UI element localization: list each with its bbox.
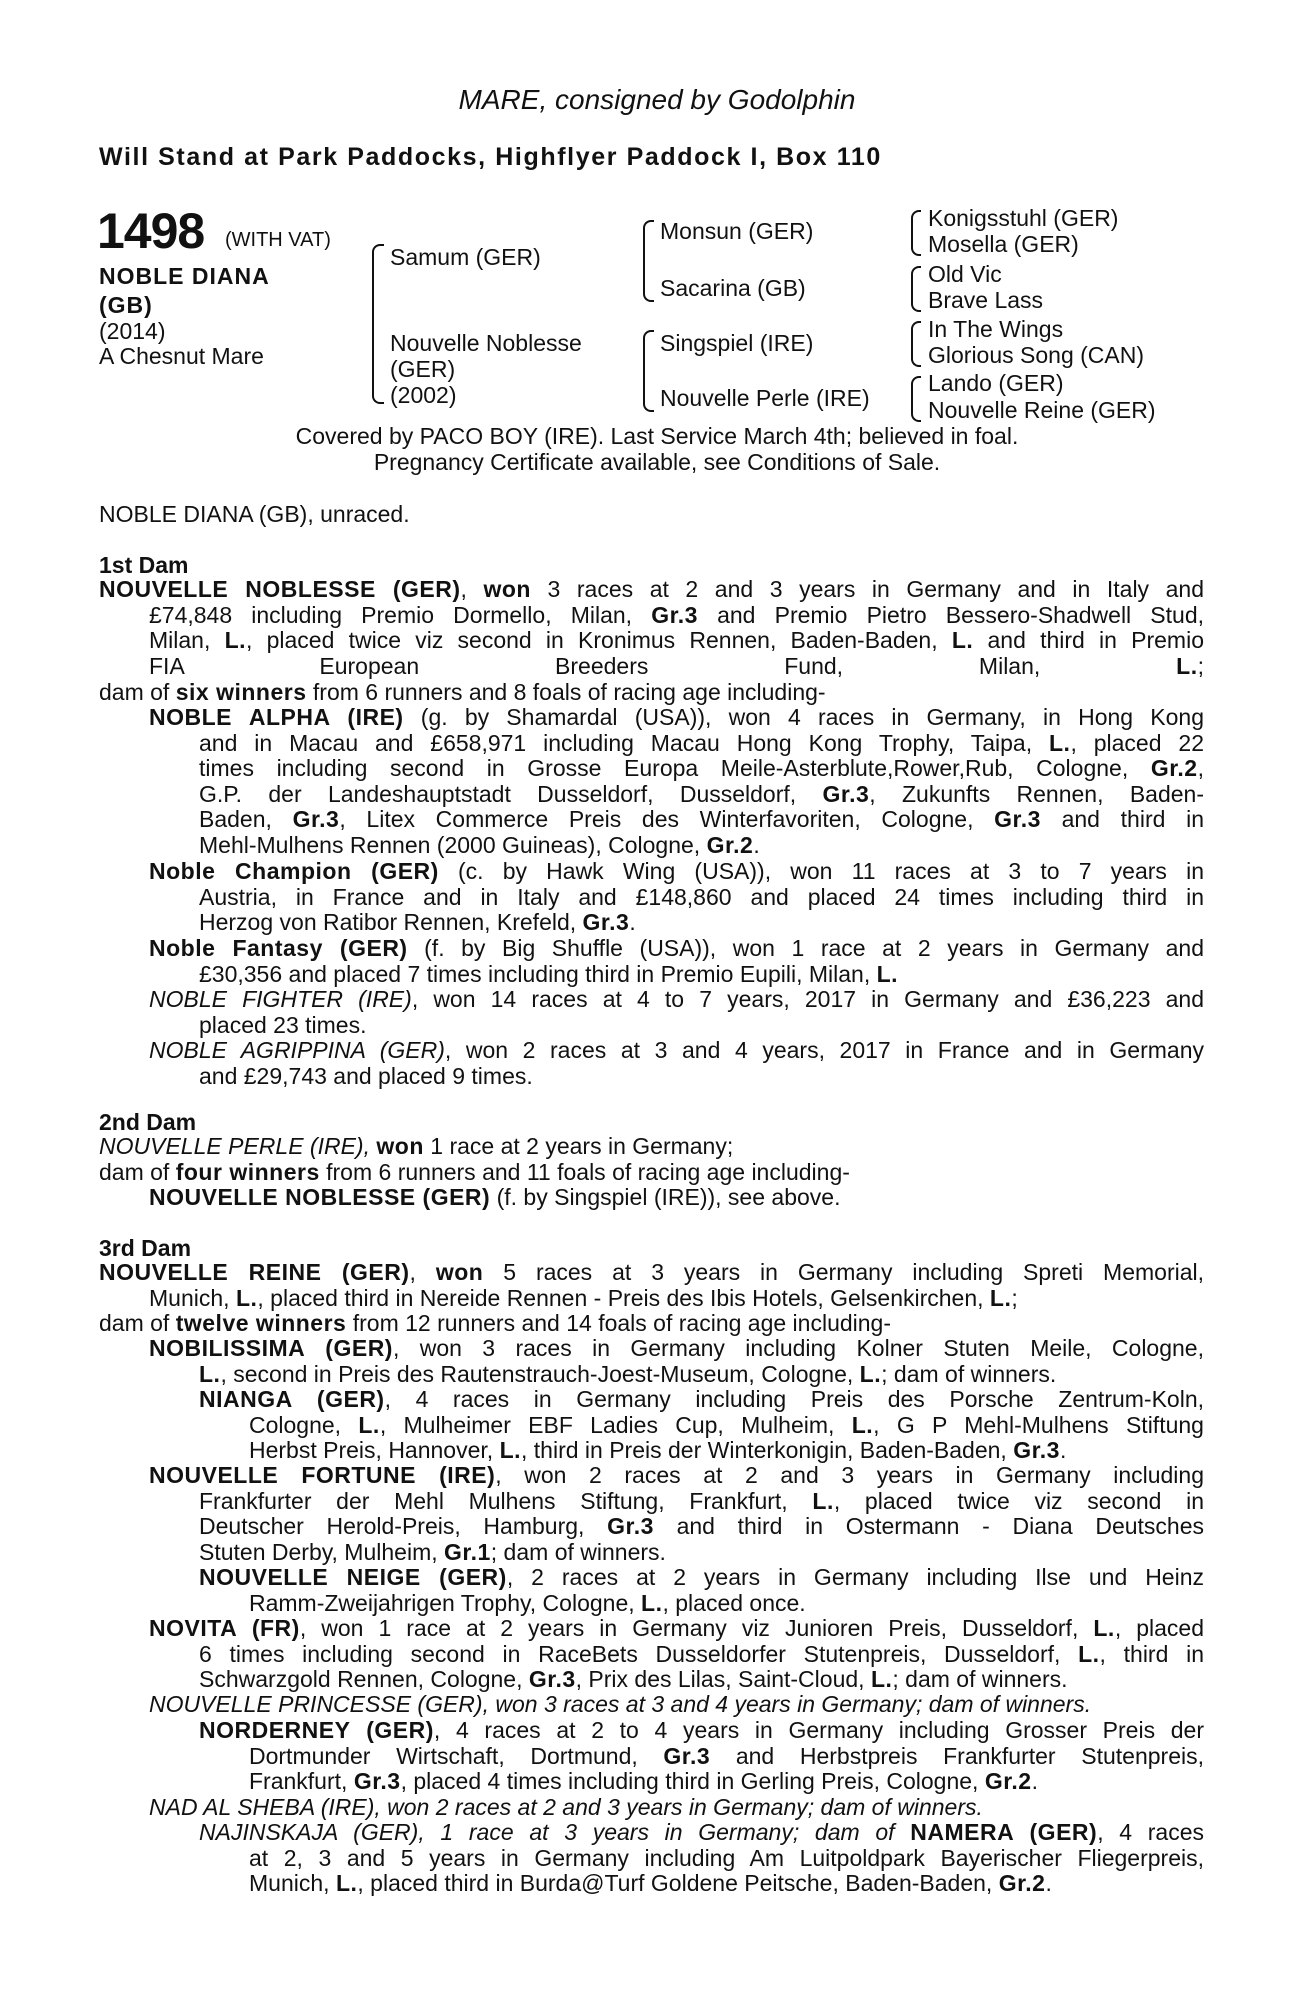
text-segment: 6 times including second in RaceBets Dusseldorfer Stutenpreis, Dusseldorf, xyxy=(199,1640,1079,1667)
text-segment: L. xyxy=(335,1870,358,1897)
text-segment: Baden, xyxy=(199,806,293,833)
text-segment: £30,356 and placed 7 times including third in Premio Eupili, Milan, xyxy=(199,960,877,987)
text-segment: NOUVELLE NOBLESSE (GER) xyxy=(149,1184,491,1210)
ped-sdd: Brave Lass xyxy=(928,287,1044,313)
text-segment: ; dam of winners. xyxy=(490,1538,666,1565)
stand-location: Will Stand at Park Paddocks, Highflyer Paddock I, Box 110 xyxy=(99,143,882,171)
third-dam-record xyxy=(99,1260,1204,1311)
consigned-by: MARE, consigned by Godolphin xyxy=(458,84,856,115)
text-line xyxy=(149,756,1204,782)
second-dam-heading: 2nd Dam xyxy=(99,1109,197,1135)
text-segment: , placed once. xyxy=(662,1589,806,1616)
text-line xyxy=(149,936,1204,962)
text-segment: Gr.3 xyxy=(528,1666,576,1693)
text-segment: , placed 22 xyxy=(1070,729,1205,756)
text-segment: NIANGA (GER) xyxy=(199,1386,385,1412)
text-segment: NOUVELLE PRINCESSE (GER) xyxy=(149,1691,483,1717)
ped-dam-dam: Nouvelle Perle (IRE) xyxy=(660,385,870,411)
text-segment: . xyxy=(1059,1437,1067,1464)
produce-nouvelle-fortune xyxy=(149,1463,1204,1565)
horse-description: A Chesnut Mare xyxy=(99,343,264,369)
text-segment: Frankfurter der Mehl Mulhens Stiftung, Frankfurt, xyxy=(199,1487,813,1514)
text-segment: 5 races at 3 years in Germany including Spreti Memorial, xyxy=(483,1259,1205,1285)
text-line xyxy=(149,1013,1204,1039)
text-segment: . xyxy=(753,831,760,858)
text-segment: NORDERNEY (GER) xyxy=(199,1717,434,1743)
text-segment: Gr.3 xyxy=(822,780,870,807)
ped-dds: Lando (GER) xyxy=(928,370,1064,396)
produce-nouvelle-princesse xyxy=(149,1692,1254,1718)
text-segment: NAJINSKAJA (GER) xyxy=(199,1819,419,1845)
produce-noble-champion xyxy=(149,859,1204,936)
text-segment: , won 2 races at 2 and 3 years in Germany including xyxy=(495,1462,1204,1488)
text-line xyxy=(149,1540,1204,1566)
text-line xyxy=(149,987,1204,1013)
text-segment: , G P Mehl-Mulhens Stiftung xyxy=(873,1411,1204,1438)
text-segment: won xyxy=(376,1133,424,1159)
text-segment: and third in Premio xyxy=(973,627,1204,654)
text-segment: L. xyxy=(1093,1615,1115,1641)
text-segment: , won 3 races in Germany including Kolner Stuten Meile, Cologne, xyxy=(392,1335,1204,1361)
text-segment: at 2, 3 and 5 years in Germany including Am Luitpoldpark Bayerischer Fliegerpreis, xyxy=(249,1844,1204,1871)
first-dam-record xyxy=(99,577,1204,679)
text-segment: L. xyxy=(951,627,974,654)
text-segment: Gr.2 xyxy=(998,1870,1046,1897)
text-segment: Noble Fantasy (GER) xyxy=(149,935,408,961)
text-segment: ; dam of winners. xyxy=(881,1360,1057,1387)
text-segment: NOBLE AGRIPPINA (GER) xyxy=(149,1037,445,1063)
text-segment: , Zukunfts Rennen, Baden- xyxy=(869,780,1204,807)
text-line xyxy=(199,1413,1204,1439)
text-line xyxy=(149,1336,1204,1362)
text-line xyxy=(199,1769,1204,1795)
ped-sds: Old Vic xyxy=(928,261,1002,287)
text-segment: Gr.3 xyxy=(663,1742,711,1769)
text-segment: Austria, in France and in Italy and £148,860 and placed 24 times including third in xyxy=(199,883,1204,910)
produce-nouvelle-neige xyxy=(199,1565,1204,1616)
horse-name-line1: NOBLE DIANA xyxy=(99,263,270,289)
text-segment: , placed xyxy=(1114,1615,1204,1641)
text-segment: Ramm-Zweijahrigen Trophy, Cologne, xyxy=(249,1589,642,1616)
text-segment: ; xyxy=(1197,652,1204,679)
text-line xyxy=(149,1642,1204,1668)
text-line xyxy=(199,1565,1204,1591)
text-segment: , won 2 races at 2 and 3 years in Germany; dam of winners. xyxy=(374,1794,983,1820)
text-line xyxy=(99,654,1204,680)
produce-nad-al-sheba xyxy=(149,1795,1254,1821)
text-segment: Dortmunder Wirtschaft, Dortmund, xyxy=(249,1742,664,1769)
text-segment: Gr.2 xyxy=(706,831,754,858)
text-segment: Gr.3 xyxy=(651,601,698,628)
text-segment: Milan, xyxy=(149,627,225,654)
horse-name xyxy=(99,262,270,320)
second-dam-produce-summary xyxy=(99,1160,1204,1186)
brace-gen3-2 xyxy=(911,266,921,312)
produce-nobilissima xyxy=(149,1336,1204,1387)
text-segment: dam of xyxy=(99,1310,176,1336)
text-segment: NOUVELLE REINE (GER) xyxy=(99,1259,410,1285)
text-segment: Frankfurt, xyxy=(249,1768,354,1795)
text-line xyxy=(99,603,1204,629)
text-segment: Deutscher Herold-Preis, Hamburg, xyxy=(199,1513,608,1540)
text-segment: , xyxy=(363,1133,377,1159)
text-segment: ; dam of winners. xyxy=(892,1666,1068,1693)
text-segment: FIA European Breeders Fund, Milan, xyxy=(149,652,1177,679)
text-segment: . xyxy=(1031,1768,1038,1795)
text-line xyxy=(199,1387,1204,1413)
text-segment: Stuten Derby, Mulheim, xyxy=(199,1538,445,1565)
text-line xyxy=(149,1616,1204,1642)
text-line xyxy=(199,1871,1204,1897)
text-segment: , 4 races xyxy=(1097,1819,1205,1845)
text-segment: , 4 races at 2 to 4 years in Germany including Grosser Preis der xyxy=(433,1717,1204,1743)
ped-ssd: Mosella (GER) xyxy=(928,231,1079,257)
ped-sire-dam: Sacarina (GB) xyxy=(660,275,806,301)
text-segment: L. xyxy=(199,1360,221,1387)
text-line xyxy=(199,1591,1204,1617)
text-segment: twelve winners xyxy=(175,1310,347,1336)
text-segment: G.P. der Landeshauptstadt Dusseldorf, Dusseldorf, xyxy=(199,780,823,807)
text-segment: £74,848 including Premio Dormello, Milan, xyxy=(149,601,652,628)
text-segment: times including second in Grosse Europa Meile-Asterblute,Rower,Rub, Cologne, xyxy=(199,755,1151,782)
text-line xyxy=(149,731,1204,757)
text-segment: NOUVELLE FORTUNE (IRE) xyxy=(149,1462,496,1488)
text-segment: , placed 4 times including third in Gerling Preis, Cologne, xyxy=(400,1768,985,1795)
text-line xyxy=(99,1311,1204,1337)
text-segment: L. xyxy=(812,1487,834,1514)
ped-sire-sire: Monsun (GER) xyxy=(660,218,814,244)
text-segment: and £29,743 and placed 9 times. xyxy=(199,1062,533,1089)
text-segment: NAD AL SHEBA (IRE) xyxy=(149,1794,375,1820)
brace-gen2-sire xyxy=(643,220,654,302)
brace-gen3-3 xyxy=(911,321,921,367)
text-segment: (f. by Singspiel (IRE)), see above. xyxy=(490,1184,841,1210)
text-segment: L. xyxy=(859,1360,882,1387)
text-line xyxy=(149,859,1204,885)
text-segment: , won 1 race at 2 years in Germany viz Junioren Preis, Dusseldorf, xyxy=(299,1615,1094,1641)
text-line xyxy=(199,1744,1204,1770)
text-segment: (c. by Hawk Wing (USA)), won 11 races at 3 to 7 years in xyxy=(438,858,1204,884)
text-segment: NOVITA (FR) xyxy=(149,1615,300,1641)
text-line xyxy=(99,1160,1204,1186)
text-segment: and Herbstpreis Frankfurter Stutenpreis, xyxy=(710,1742,1204,1769)
text-segment: and third in Ostermann - Diana Deutsches xyxy=(653,1513,1205,1540)
text-segment: . xyxy=(629,909,636,936)
text-segment: Gr.1 xyxy=(444,1538,491,1565)
ped-dam: Nouvelle Noblesse (GER) (2002) xyxy=(390,330,582,408)
text-segment: won xyxy=(435,1259,484,1285)
second-dam-record xyxy=(99,1134,1204,1160)
text-segment: Herzog von Ratibor Rennen, Krefeld, xyxy=(199,909,583,936)
text-segment: , placed third in Burda@Turf Goldene Peitsche, Baden-Baden, xyxy=(357,1870,999,1897)
third-dam-produce-summary xyxy=(99,1311,1204,1337)
race-record: NOBLE DIANA (GB), unraced. xyxy=(99,501,410,527)
text-segment: . xyxy=(1045,1870,1052,1897)
text-segment: , second in Preis des Rautenstrauch-Joest-Museum, Cologne, xyxy=(220,1360,860,1387)
text-segment: 3 races at 2 and 3 years in Germany and in Italy and xyxy=(530,576,1204,602)
text-segment: Gr.2 xyxy=(984,1768,1032,1795)
text-segment: NOBILISSIMA (GER) xyxy=(149,1335,393,1361)
text-segment: , placed third in Nereide Rennen - Preis des Ibis Hotels, Gelsenkirchen, xyxy=(257,1284,990,1311)
text-line xyxy=(99,628,1204,654)
produce-noble-agrippina xyxy=(149,1038,1204,1089)
text-segment: NAMERA (GER) xyxy=(910,1819,1098,1845)
text-line xyxy=(149,1667,1204,1693)
text-line xyxy=(149,1795,1254,1821)
text-line xyxy=(149,807,1204,833)
lot-number: 1498 xyxy=(97,203,205,259)
text-line xyxy=(149,910,1204,936)
text-line xyxy=(99,1134,1204,1160)
brace-gen3-4 xyxy=(911,376,921,422)
text-segment: 1 race at 2 years in Germany; xyxy=(423,1133,734,1159)
vat-note: (WITH VAT) xyxy=(225,229,331,251)
text-segment: L. xyxy=(641,1589,663,1616)
text-segment: L. xyxy=(235,1284,258,1311)
text-segment: Gr.2 xyxy=(1150,755,1198,782)
text-line xyxy=(199,1846,1204,1872)
text-segment: Gr.3 xyxy=(353,1768,401,1795)
text-segment: NOBLE FIGHTER (IRE) xyxy=(149,986,412,1012)
text-line xyxy=(99,577,1204,603)
produce-noble-fighter xyxy=(149,987,1204,1038)
first-dam-produce-summary xyxy=(99,680,1204,706)
text-segment: Noble Champion (GER) xyxy=(149,858,439,884)
ped-sire: Samum (GER) xyxy=(390,244,541,270)
text-segment: NOBLE ALPHA (IRE) xyxy=(149,704,404,730)
text-line xyxy=(149,1514,1204,1540)
ped-sss: Konigsstuhl (GER) xyxy=(928,205,1119,231)
text-segment: , xyxy=(409,1259,436,1285)
text-segment: Gr.3 xyxy=(582,909,630,936)
text-segment: and Premio Pietro Bessero-Shadwell Stud, xyxy=(697,601,1204,628)
text-segment: Gr.3 xyxy=(292,806,340,833)
text-segment: Mehl-Mulhens Rennen (2000 Guineas), Cologne, xyxy=(199,831,707,858)
text-line xyxy=(149,705,1204,731)
text-segment: L. xyxy=(499,1437,522,1464)
pregnancy-note: Pregnancy Certificate available, see Conditions of Sale. xyxy=(373,449,941,475)
text-segment: Herbst Preis, Hannover, xyxy=(249,1437,500,1464)
text-segment: NOUVELLE NEIGE (GER) xyxy=(199,1564,507,1590)
text-line xyxy=(99,1260,1204,1286)
text-segment: , Mulheimer EBF Ladies Cup, Mulheim, xyxy=(379,1411,852,1438)
brace-gen1 xyxy=(372,244,384,404)
produce-noble-alpha xyxy=(149,705,1204,859)
text-segment: (f. by Big Shuffle (USA)), won 1 race at 2 years in Germany and xyxy=(407,935,1204,961)
text-line xyxy=(149,962,1204,988)
produce-nouvelle-noblesse xyxy=(149,1185,1254,1211)
text-segment: and third in xyxy=(1040,806,1204,833)
text-line xyxy=(199,1718,1204,1744)
foaling-year: (2014) xyxy=(99,318,166,344)
produce-nianga xyxy=(199,1387,1204,1464)
text-segment: L. xyxy=(989,1284,1012,1311)
horse-name-line2: (GB) xyxy=(99,292,153,318)
text-segment: L. xyxy=(851,1411,874,1438)
text-segment: Schwarzgold Rennen, Cologne, xyxy=(199,1666,529,1693)
text-line xyxy=(149,885,1204,911)
text-segment: , xyxy=(460,576,484,602)
text-segment: , placed twice viz second in xyxy=(833,1487,1204,1514)
text-segment: Gr.3 xyxy=(1013,1437,1060,1464)
first-dam-heading: 1st Dam xyxy=(99,552,189,578)
text-segment: , won 2 races at 3 and 4 years, 2017 in France and in Germany xyxy=(444,1037,1204,1063)
brace-gen3-1 xyxy=(911,210,921,256)
text-line xyxy=(199,1820,1204,1846)
text-segment: Munich, xyxy=(249,1870,336,1897)
text-line xyxy=(149,1692,1254,1718)
text-line xyxy=(149,1064,1204,1090)
text-segment: L. xyxy=(876,960,899,987)
text-segment: L. xyxy=(358,1411,380,1438)
text-segment: L. xyxy=(1176,652,1198,679)
produce-noble-fantasy xyxy=(149,936,1204,987)
text-segment: , Prix des Lilas, Saint-Cloud, xyxy=(575,1666,871,1693)
text-segment: won xyxy=(483,576,531,602)
text-segment: , 1 race at 3 years in Germany; dam of xyxy=(418,1819,911,1845)
text-segment: Munich, xyxy=(149,1284,236,1311)
covered-line: Covered by PACO BOY (IRE). Last Service March 4th; believed in foal. xyxy=(295,423,1019,449)
brace-gen2-dam xyxy=(643,330,654,412)
text-segment: placed 23 times. xyxy=(199,1011,367,1038)
text-line xyxy=(149,1489,1204,1515)
text-line xyxy=(99,1286,1204,1312)
text-line xyxy=(149,782,1204,808)
text-segment: , won 14 races at 4 to 7 years, 2017 in Germany and £36,223 and xyxy=(411,986,1204,1012)
text-line xyxy=(149,833,1204,859)
text-segment: Gr.3 xyxy=(607,1513,654,1540)
ped-ddd: Nouvelle Reine (GER) xyxy=(928,397,1156,423)
text-segment: (g. by Shamardal (USA)), won 4 races in Germany, in Hong Kong xyxy=(403,704,1204,730)
text-segment: L. xyxy=(1078,1640,1100,1667)
ped-dsd: Glorious Song (CAN) xyxy=(928,342,1145,368)
text-segment: ; xyxy=(1011,1284,1018,1311)
text-segment: from 12 runners and 14 foals of racing age including- xyxy=(346,1310,891,1336)
text-line xyxy=(149,1185,1254,1211)
text-segment: from 6 runners and 11 foals of racing age including- xyxy=(319,1159,850,1185)
text-line xyxy=(199,1438,1204,1464)
text-segment: , placed twice viz second in Kronimus Rennen, Baden-Baden, xyxy=(246,627,952,654)
text-segment: and in Macau and £658,971 including Macau Hong Kong Trophy, Taipa, xyxy=(199,729,1049,756)
text-segment: L. xyxy=(870,1666,893,1693)
text-segment: from 6 runners and 8 foals of racing age including- xyxy=(306,679,826,705)
text-segment: Cologne, xyxy=(249,1411,359,1438)
text-segment: six winners xyxy=(175,679,307,705)
text-segment: L. xyxy=(224,627,247,654)
text-segment: , third in Preis der Winterkonigin, Baden-Baden, xyxy=(521,1437,1014,1464)
text-segment: four winners xyxy=(175,1159,320,1185)
ped-dam-sire: Singspiel (IRE) xyxy=(660,330,814,356)
text-line xyxy=(99,680,1204,706)
text-segment: NOUVELLE PERLE (IRE) xyxy=(99,1133,364,1159)
text-segment: , 4 races in Germany including Preis des Porsche Zentrum-Koln, xyxy=(384,1386,1205,1412)
text-segment: dam of xyxy=(99,679,176,705)
produce-novita xyxy=(149,1616,1204,1693)
text-segment: NOUVELLE NOBLESSE (GER) xyxy=(99,576,461,602)
text-segment: , third in xyxy=(1099,1640,1204,1667)
produce-norderney xyxy=(199,1718,1204,1795)
text-line xyxy=(149,1038,1204,1064)
text-segment: , won 3 races at 3 and 4 years in Germany; dam of winners. xyxy=(482,1691,1092,1717)
text-segment: Gr.3 xyxy=(994,806,1041,833)
text-line xyxy=(149,1362,1204,1388)
text-segment: , 2 races at 2 years in Germany including Ilse und Heinz xyxy=(506,1564,1205,1590)
text-line xyxy=(149,1463,1204,1489)
third-dam-heading: 3rd Dam xyxy=(99,1235,192,1261)
text-segment: L. xyxy=(1049,729,1071,756)
produce-najinskaja xyxy=(199,1820,1204,1897)
text-segment: dam of xyxy=(99,1159,176,1185)
ped-dss: In The Wings xyxy=(928,316,1064,342)
text-segment: , xyxy=(1197,755,1204,782)
text-segment: , Litex Commerce Preis des Winterfavoriten, Cologne, xyxy=(339,806,995,833)
